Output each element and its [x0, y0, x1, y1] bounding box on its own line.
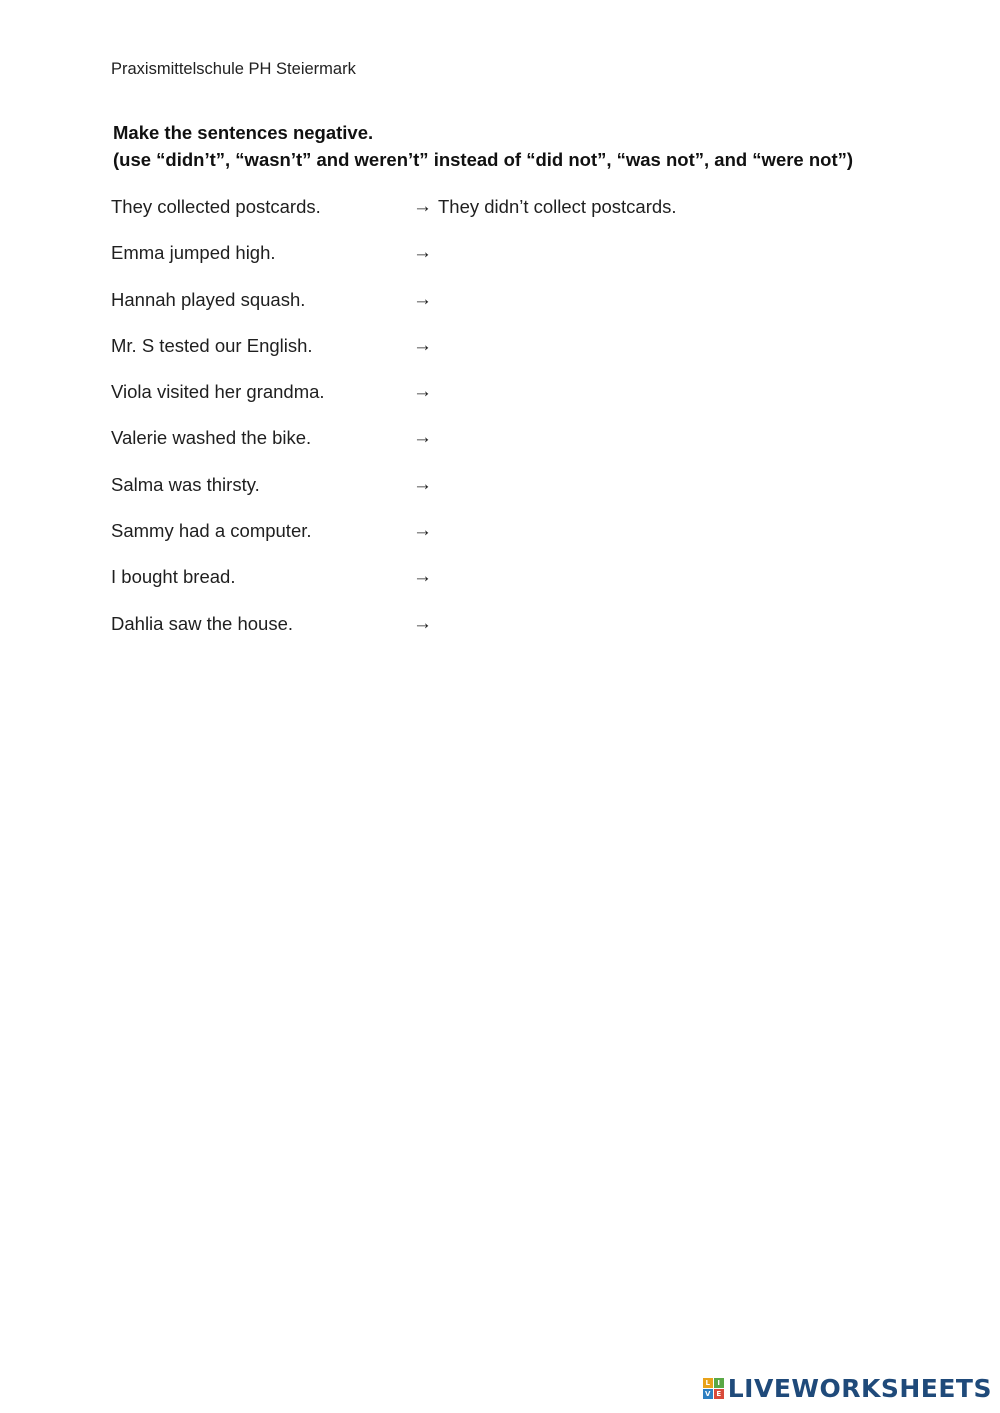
liveworksheets-logo [703, 1374, 992, 1403]
exercise-sentence: Emma jumped high. [111, 242, 276, 264]
exercise-row [111, 473, 911, 519]
exercise-row [111, 241, 911, 287]
arrow-right-icon: → [413, 242, 432, 264]
exercise-row [111, 288, 911, 334]
instruction-subtitle: (use “didn’t”, “wasn’t” and weren’t” instead of “did not”, “was not”, and “were not”) [113, 149, 854, 170]
exercise-row [111, 334, 911, 380]
exercise-sentence: Salma was thirsty. [111, 473, 260, 495]
answer-field[interactable]: They didn’t collect postcards. [438, 196, 677, 217]
exercise-row [111, 426, 911, 472]
arrow-right-icon: → [413, 334, 432, 356]
arrow-right-icon: → [413, 196, 432, 217]
exercise-row [111, 380, 911, 426]
arrow-right-icon: → [413, 288, 432, 310]
arrow-right-icon: → [413, 520, 432, 542]
exercise-sentence: They collected postcards. [111, 196, 321, 217]
exercise-row [111, 519, 911, 565]
logo-mark-letter: L [703, 1378, 713, 1388]
school-name: Praxismittelschule PH Steiermark [111, 60, 356, 78]
exercise-row [111, 195, 911, 241]
exercise-sentence: Hannah played squash. [111, 288, 306, 310]
exercise-sentence: Mr. S tested our English. [111, 334, 313, 356]
arrow-right-icon: → [413, 427, 432, 449]
logo-mark-letter: I [714, 1378, 724, 1388]
exercise-row [111, 565, 911, 611]
logo-mark-icon [703, 1378, 724, 1399]
logo-text: LIVEWORKSHEETS [727, 1374, 992, 1403]
logo-mark-letter: E [714, 1389, 724, 1399]
exercise-sentence: Dahlia saw the house. [111, 612, 294, 634]
exercise-sentence: Valerie washed the bike. [111, 427, 312, 449]
arrow-right-icon: → [413, 381, 432, 403]
arrow-right-icon: → [413, 566, 432, 588]
instruction-title: Make the sentences negative. [113, 122, 374, 143]
arrow-right-icon: → [413, 612, 432, 634]
logo-mark-letter: V [703, 1389, 713, 1399]
instructions [113, 119, 853, 173]
exercise-row [111, 612, 911, 658]
exercise-sentence: I bought bread. [111, 566, 236, 588]
exercise-sentence: Viola visited her grandma. [111, 381, 325, 403]
arrow-right-icon: → [413, 473, 432, 495]
exercise-list [111, 195, 911, 658]
exercise-sentence: Sammy had a computer. [111, 520, 312, 542]
